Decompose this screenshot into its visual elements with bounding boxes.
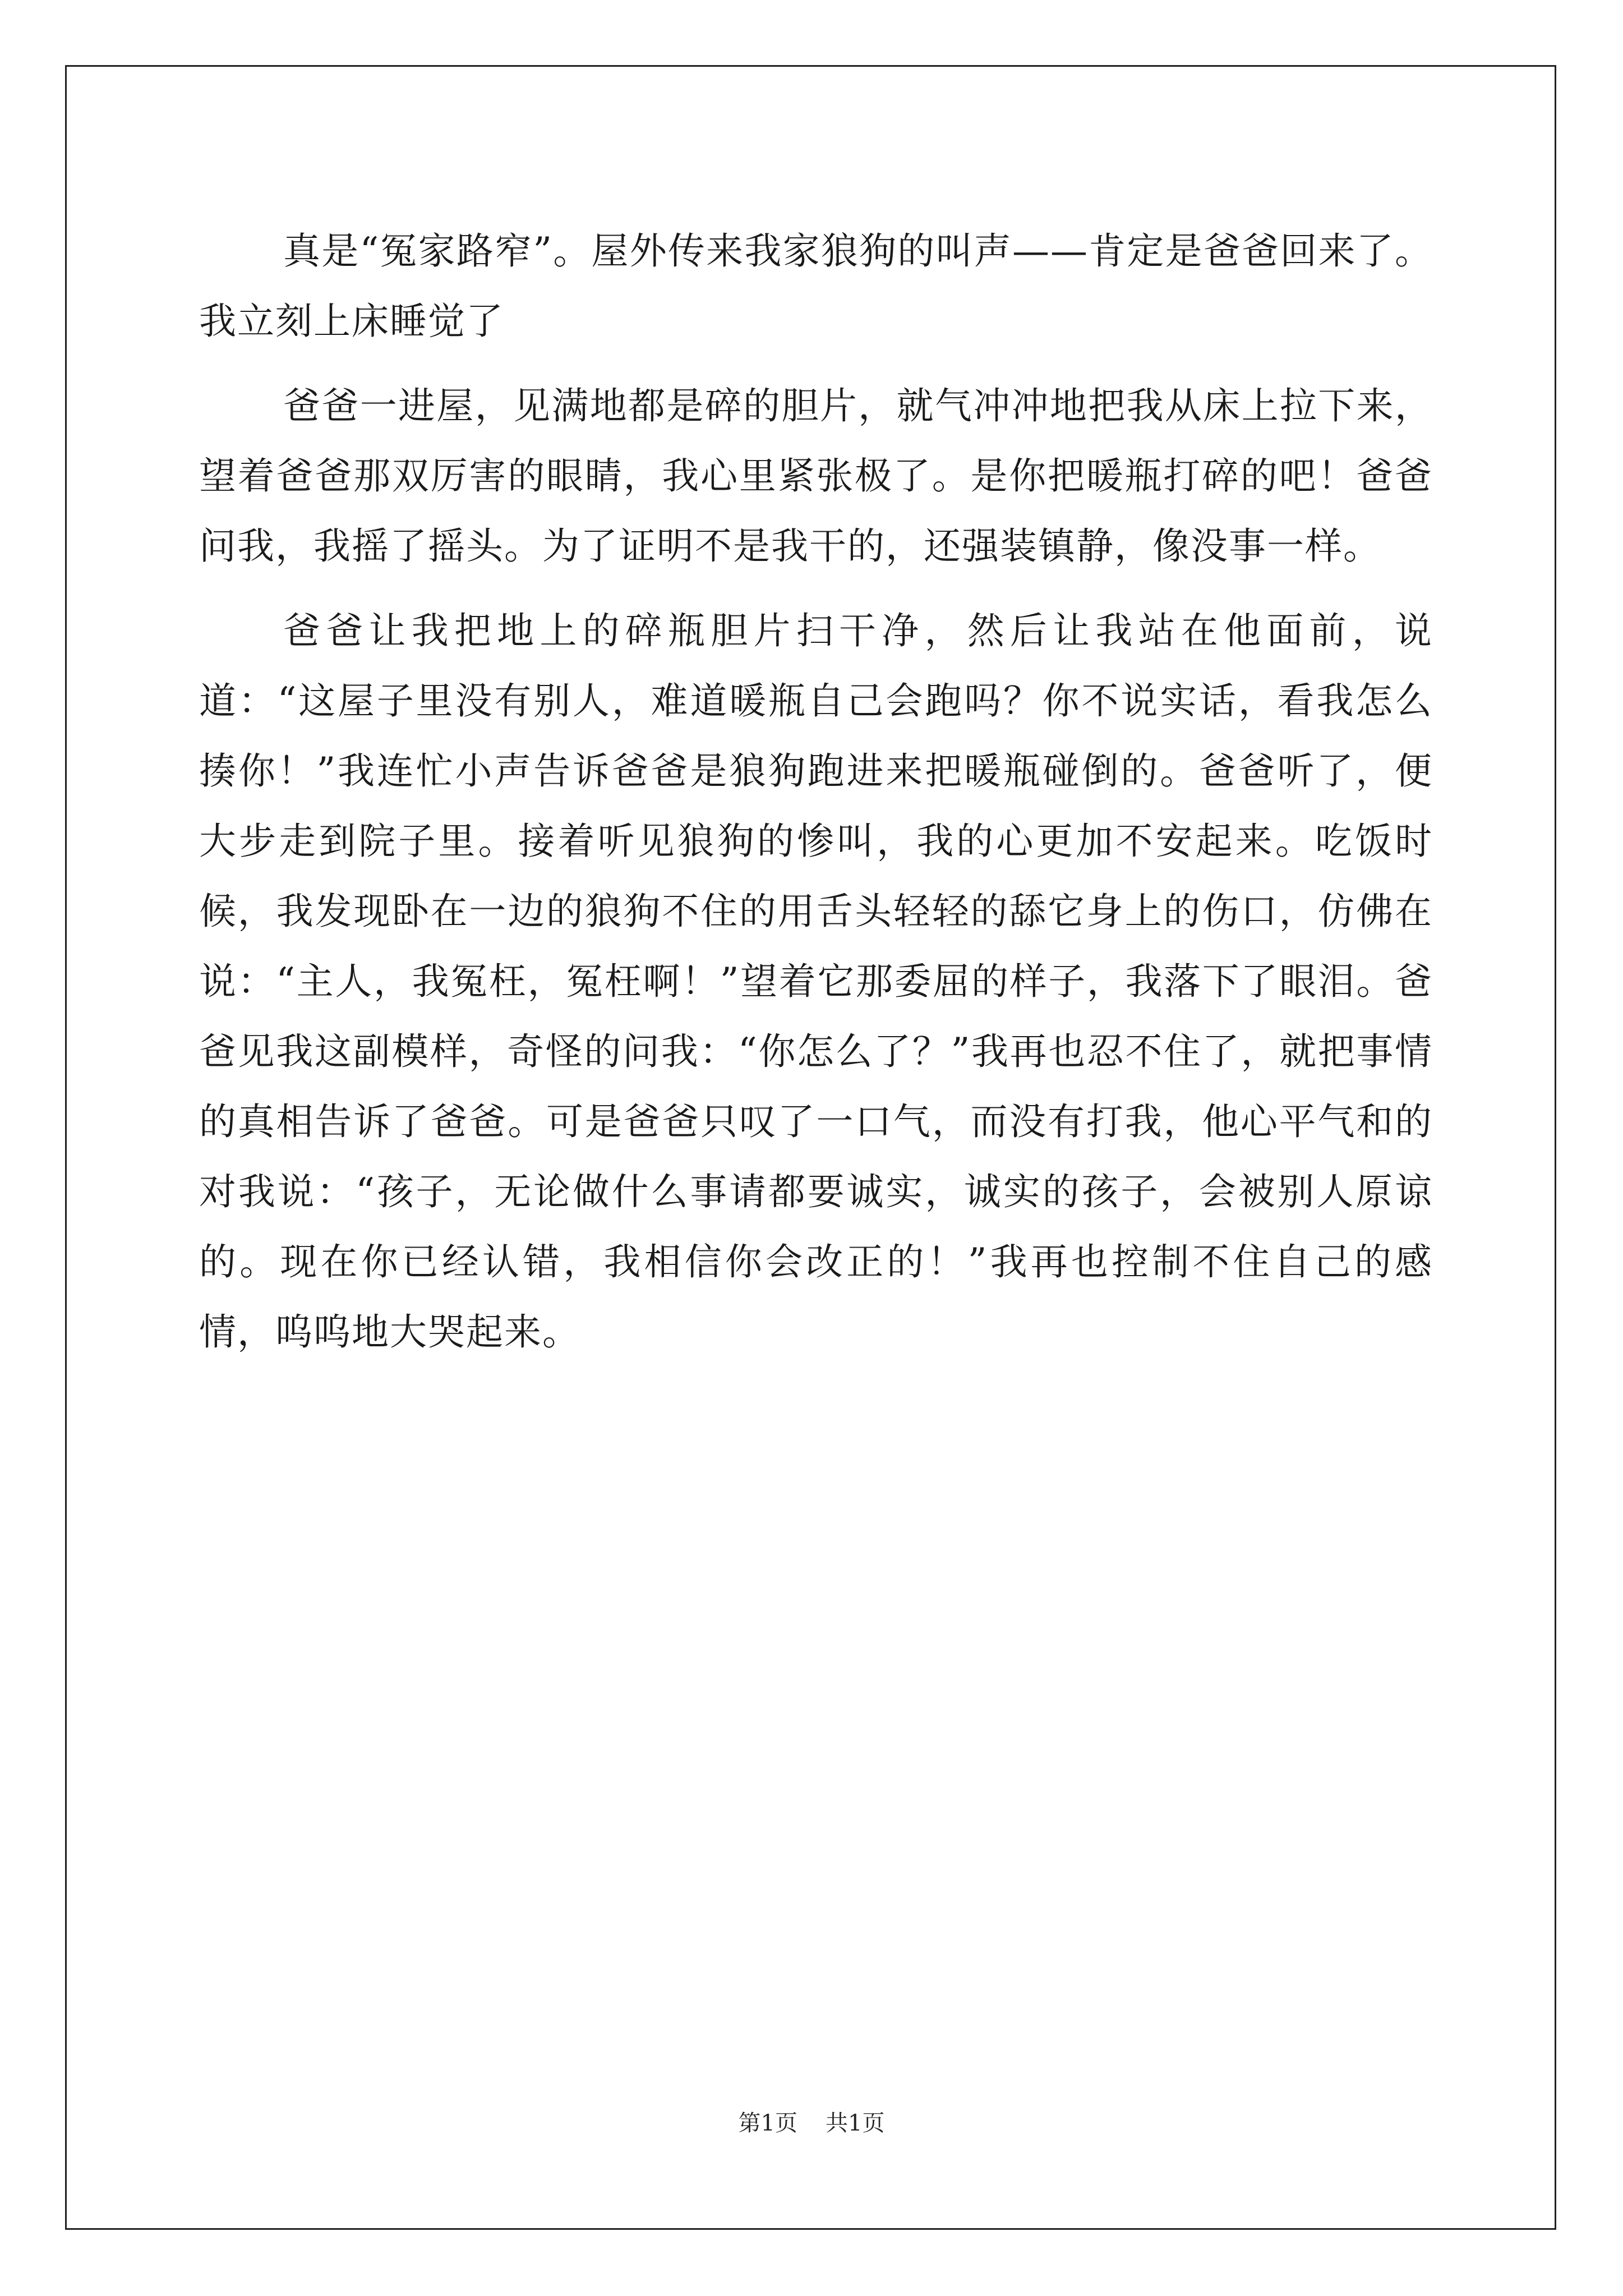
document-body [199,216,1433,1367]
page-footer [0,2109,1623,2137]
paragraph: 真是“冤家路窄”。屋外传来我家狼狗的叫声——肯定是爸爸回来了。我立刻上床睡觉了 [199,229,1433,343]
total-pages: 共1页 [826,2110,885,2136]
paragraph: 爸爸让我把地上的碎瓶胆片扫干净，然后让我站在他面前，说道：“这屋子里没有别人，难道暖瓶自己会跑吗？你不说实话，看我怎么揍你！”我连忙小声告诉爸爸是狼狗跑进来把暖瓶碰倒的。爸爸听了，便大步走到院子里。接着听见狼狗的惨叫，我的心更加不安起来。吃饭时候，我发现卧在一边的狼狗不住的用舌头轻轻的舔它身上的伤口，仿佛在说：“主人，我冤枉，冤枉啊！”望着它那委屈的样子，我落下了眼泪。爸爸见我这副模样，奇怪的问我：“你怎么了？”我再也忍不住了，就把事情的真相告诉了爸爸。可是爸爸只叹了一口气，而没有打我，他心平气和的对我说：“孩子，无论做什么事请都要诚实，诚实的孩子，会被别人原谅的。现在你已经认错，我相信你会改正的！”我再也控制不住自己的感情，呜呜地大哭起来。 [199,609,1433,1354]
page-number: 第1页 [738,2110,797,2136]
paragraph: 爸爸一进屋，见满地都是碎的胆片，就气冲冲地把我从床上拉下来，望着爸爸那双厉害的眼睛，我心里紧张极了。是你把暖瓶打碎的吧！爸爸问我，我摇了摇头。为了证明不是我干的，还强装镇静，像没事一样。 [199,384,1433,568]
